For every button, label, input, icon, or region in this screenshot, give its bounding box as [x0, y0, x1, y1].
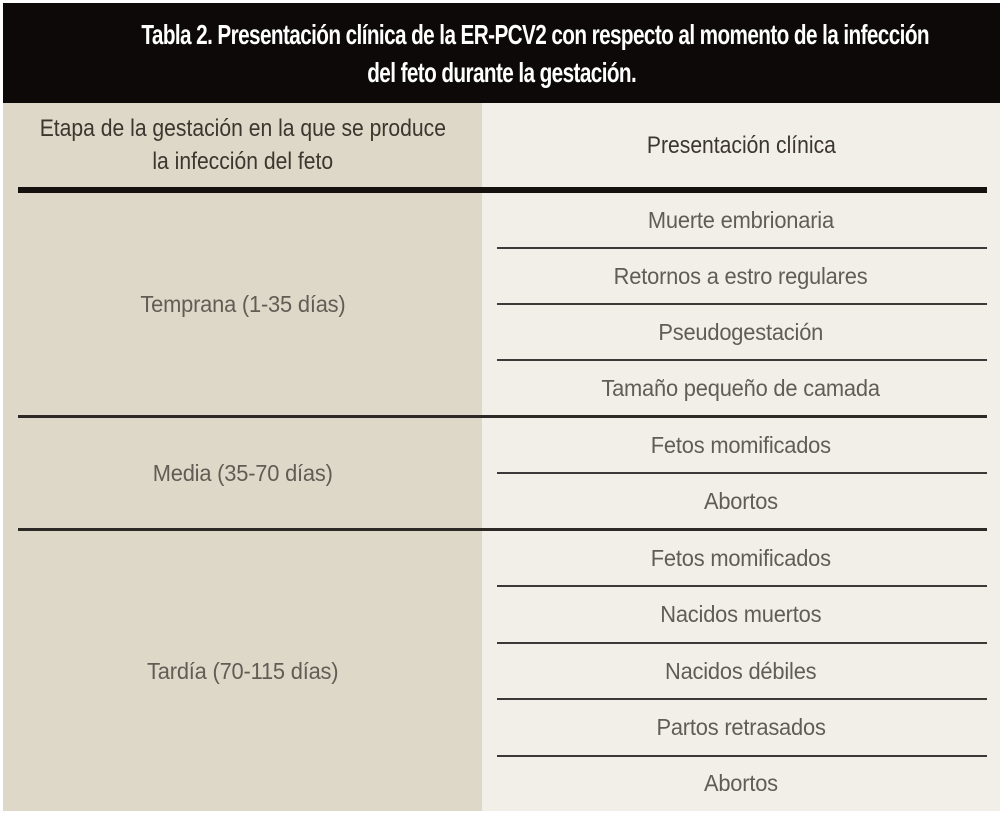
presentation-label: Partos retrasados — [656, 713, 826, 740]
column-header-stage-line2: la infección del feto — [152, 148, 333, 175]
stage-label: Media (35-70 días) — [152, 459, 333, 486]
table-title-line1: Tabla 2. Presentación clínica de la ER-PCV2 con respecto al momento de la infección — [141, 19, 929, 50]
stage-cell-media — [3, 418, 482, 528]
stage-label: Tardía (70-115 días) — [146, 657, 339, 684]
presentation-cell — [482, 757, 1000, 811]
presentation-cell — [482, 700, 1000, 754]
column-header-row — [3, 103, 1000, 187]
stage-label: Temprana (1-35 días) — [139, 290, 346, 317]
presentation-label: Abortos — [704, 770, 778, 797]
presentation-cell — [482, 531, 1000, 585]
presentation-cell — [482, 193, 1000, 247]
presentation-label: Fetos momificados — [650, 431, 832, 458]
presentation-list-media — [482, 418, 1000, 528]
presentation-list-temprana — [482, 193, 1000, 415]
group-row-tardia — [3, 531, 1000, 811]
column-header-presentation — [482, 103, 1000, 187]
stage-cell-tardia — [3, 531, 482, 811]
presentation-label: Muerte embrionaria — [647, 206, 835, 233]
table-figure — [3, 3, 1000, 811]
table — [3, 103, 1000, 811]
table-title-line2: del feto durante la gestación. — [367, 57, 636, 88]
presentation-cell — [482, 644, 1000, 698]
column-header-stage-line1-wrap — [12, 112, 474, 145]
presentation-cell — [482, 305, 1000, 359]
stage-cell-temprana — [3, 193, 482, 415]
column-header-presentation-label: Presentación clínica — [646, 131, 836, 159]
presentation-cell — [482, 587, 1000, 641]
presentation-label: Retornos a estro regulares — [614, 262, 868, 289]
group-row-temprana — [3, 193, 1000, 415]
table-title-line2-wrap — [3, 54, 1000, 92]
column-header-stage-line1: Etapa de la gestación en la que se produce — [39, 115, 446, 142]
presentation-label: Fetos momificados — [650, 544, 832, 571]
presentation-cell — [482, 249, 1000, 303]
presentation-cell — [482, 474, 1000, 528]
presentation-label: Abortos — [704, 487, 778, 514]
presentation-label: Tamaño pequeño de camada — [601, 374, 881, 401]
presentation-label: Nacidos muertos — [660, 601, 822, 628]
presentation-cell — [482, 418, 1000, 472]
table-title-bar — [3, 3, 1000, 103]
table-title-line1-wrap — [3, 16, 1000, 54]
group-row-media — [3, 418, 1000, 528]
column-header-stage-line2-wrap — [140, 145, 345, 178]
presentation-cell — [482, 361, 1000, 415]
presentation-list-tardia — [482, 531, 1000, 811]
column-header-stage — [3, 103, 482, 187]
presentation-label: Nacidos débiles — [665, 657, 817, 684]
presentation-label: Pseudogestación — [658, 318, 824, 345]
